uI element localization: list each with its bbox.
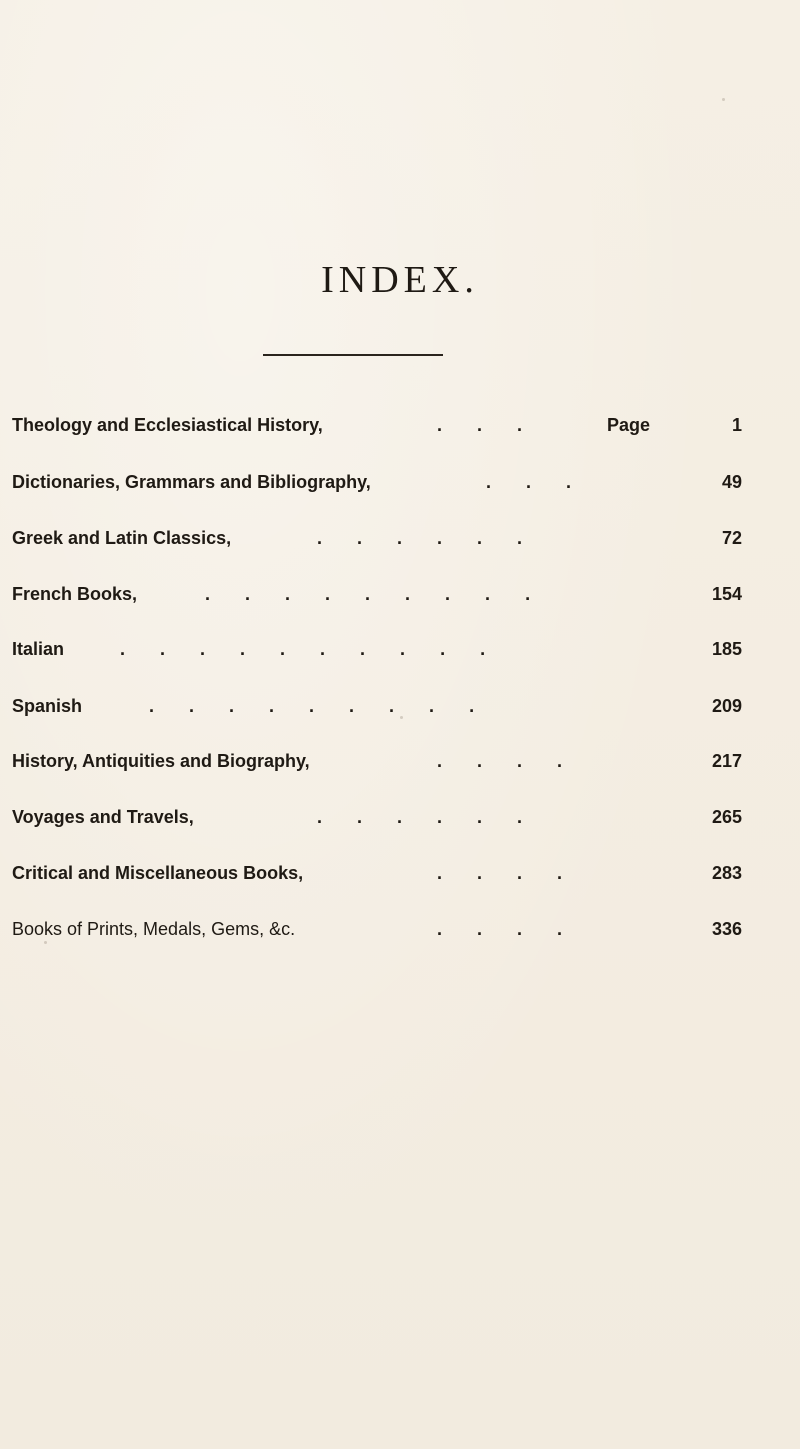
dot-leaders: . . . . . . [317, 528, 523, 548]
page-label: Page [607, 415, 651, 435]
dot-leaders: . . . . . . . . . [205, 584, 531, 604]
index-entry [12, 523, 772, 553]
entry-title: Critical and Miscellaneous Books, [12, 863, 304, 883]
entry-page-number: 185 [711, 639, 742, 659]
index-entry [12, 691, 772, 721]
entry-title: Spanish [12, 696, 83, 716]
title-rule [263, 354, 443, 356]
bleed-through-texture [160, 40, 580, 104]
entry-page-number: 283 [711, 863, 742, 883]
entry-page-number: 72 [721, 528, 742, 548]
dot-leaders: . . . . [437, 919, 563, 939]
dot-leaders: . . . [486, 472, 572, 492]
page-title: INDEX. [321, 259, 479, 301]
entry-title: Books of Prints, Medals, Gems, &c. [12, 919, 296, 939]
entry-title: Theology and Ecclesiastical History, [12, 415, 323, 435]
entry-page-number: 217 [711, 751, 742, 771]
index-entry [12, 746, 772, 776]
entry-page-number: 154 [711, 584, 742, 604]
dot-leaders: . . . . [437, 751, 563, 771]
entry-title: History, Antiquities and Biography, [12, 751, 310, 771]
paper-speck [400, 716, 403, 719]
dot-leaders: . . . . . . . . . . [120, 639, 486, 659]
index-entry [12, 410, 772, 440]
index-entry [12, 467, 772, 497]
entry-page-number: 265 [711, 807, 742, 827]
index-entry [12, 634, 772, 664]
index-entry [12, 914, 772, 944]
entry-title: Greek and Latin Classics, [12, 528, 232, 548]
entry-page-number: 336 [711, 919, 742, 939]
index-entry [12, 802, 772, 832]
index-entry [12, 579, 772, 609]
paper-speck [722, 98, 725, 101]
entry-page-number: 1 [731, 415, 742, 435]
entry-title: Italian [12, 639, 65, 659]
entry-page-number: 49 [721, 472, 742, 492]
dot-leaders: . . . . [437, 863, 563, 883]
dot-leaders: . . . [437, 415, 523, 435]
index-entry [12, 858, 772, 888]
entry-title: Voyages and Travels, [12, 807, 194, 827]
entry-title: French Books, [12, 584, 138, 604]
paper-speck [44, 941, 47, 944]
dot-leaders: . . . . . . [317, 807, 523, 827]
entry-page-number: 209 [711, 696, 742, 716]
dot-leaders: . . . . . . . . . [149, 696, 475, 716]
entry-title: Dictionaries, Grammars and Bibliography, [12, 472, 371, 492]
